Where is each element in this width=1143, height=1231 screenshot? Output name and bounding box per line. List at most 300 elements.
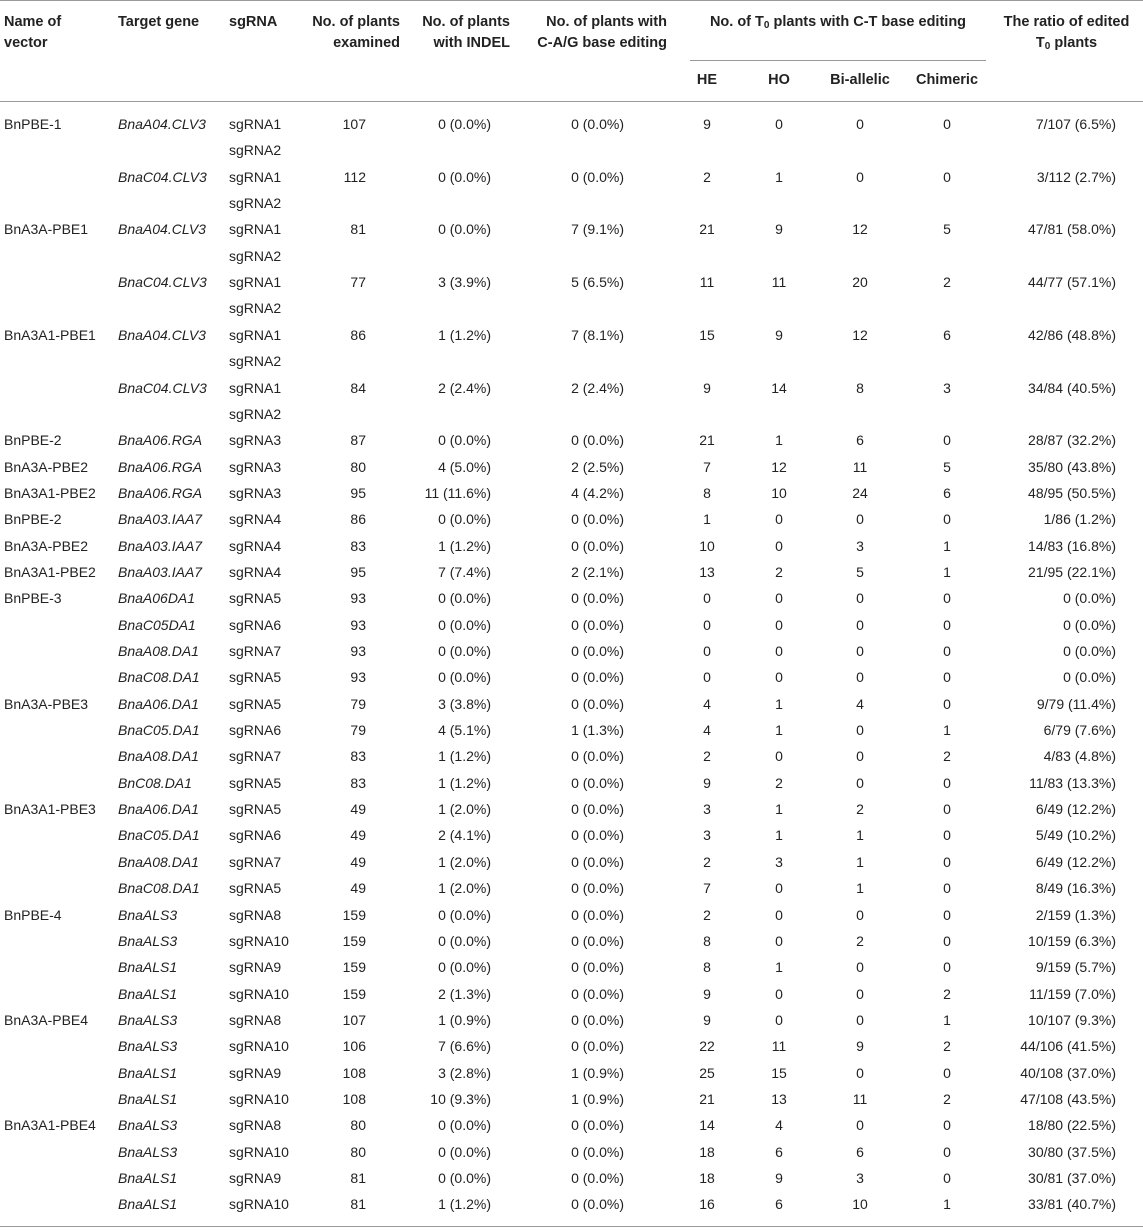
cell-ho: 0 <box>775 116 783 132</box>
cell-indel: 2 (2.4%) <box>438 379 491 396</box>
cell-ho: 0 <box>775 669 783 686</box>
cell-ho: 2 <box>775 774 783 791</box>
cell-gene: BnaALS3 <box>118 932 178 949</box>
cell-ratio: 11/83 (13.3%) <box>1029 774 1116 791</box>
header-ratio <box>990 12 1143 54</box>
cell-chim: 6 <box>943 326 951 343</box>
cell-vector: BnA3A-PBE2 <box>4 458 89 475</box>
cell-chim: 5 <box>943 221 951 238</box>
cell-examined: 93 <box>350 616 366 633</box>
cell-sgrna: sgRNA9 <box>229 1064 282 1081</box>
cell-he: 2 <box>703 168 711 185</box>
cell-gene: BnaA08.DA1 <box>118 853 199 870</box>
cell-sgrna: sgRNA8 <box>229 906 282 923</box>
cell-indel: 2 (4.1%) <box>438 827 491 844</box>
cell-gene: BnaA03.IAA7 <box>118 511 203 528</box>
cell-cag: 5 (6.5%) <box>571 274 624 291</box>
cell-examined: 159 <box>342 906 366 923</box>
cell-sgrna: sgRNA4 <box>229 537 282 554</box>
cell-bi: 5 <box>856 563 864 580</box>
header-cag-line1: No. of plants with <box>546 14 667 30</box>
cell-sgrna-second: sgRNA2 <box>229 300 282 317</box>
cell-he: 8 <box>703 932 711 949</box>
cell-ho: 1 <box>775 959 783 976</box>
cell-sgrna: sgRNA7 <box>229 643 282 659</box>
header-cag-line2: C-A/G base editing <box>537 35 667 51</box>
cell-ho: 0 <box>775 643 783 659</box>
cell-ho: 10 <box>771 484 787 501</box>
cell-ratio: 18/80 (22.5%) <box>1028 1117 1116 1134</box>
cell-he: 4 <box>703 695 711 712</box>
cell-chim: 0 <box>943 616 951 633</box>
cell-chim: 0 <box>943 880 951 897</box>
cell-he: 0 <box>703 590 711 607</box>
cell-gene: BnaALS1 <box>118 985 178 1002</box>
cell-vector: BnA3A-PBE4 <box>4 1011 89 1028</box>
cell-ratio: 44/106 (41.5%) <box>1020 1038 1116 1055</box>
cell-ratio: 35/80 (43.8%) <box>1028 458 1116 475</box>
cell-he: 7 <box>703 458 711 475</box>
cell-ho: 15 <box>771 1064 787 1081</box>
cell-cag: 4 (4.2%) <box>571 484 624 501</box>
cell-he: 0 <box>703 616 711 633</box>
cell-sgrna: sgRNA8 <box>229 1011 282 1028</box>
table-bottom-rule <box>0 1226 1143 1227</box>
cell-bi: 6 <box>856 432 864 449</box>
cell-sgrna: sgRNA3 <box>229 484 282 501</box>
cell-he: 14 <box>699 1117 715 1134</box>
cell-he: 9 <box>703 985 711 1002</box>
cell-indel: 0 (0.0%) <box>438 590 491 607</box>
cell-cag: 1 (0.9%) <box>571 1090 624 1107</box>
cell-gene: BnaALS3 <box>118 1038 178 1055</box>
cell-bi: 0 <box>856 722 864 739</box>
cell-bi: 0 <box>856 168 864 185</box>
cell-chim: 0 <box>943 827 951 844</box>
cell-bi: 12 <box>852 221 868 238</box>
cell-he: 3 <box>703 801 711 818</box>
cell-sgrna: sgRNA10 <box>229 1090 289 1107</box>
header-ct-post: plants with C-T base editing <box>769 14 967 30</box>
cell-vector: BnA3A1-PBE2 <box>4 563 96 580</box>
cell-examined: 107 <box>342 1011 366 1028</box>
cell-sgrna-second: sgRNA2 <box>229 195 282 212</box>
cell-cag: 0 (0.0%) <box>571 853 624 870</box>
cell-indel: 7 (6.6%) <box>438 1038 491 1055</box>
header-biallelic: Bi-allelic <box>830 72 890 88</box>
cell-bi: 1 <box>856 827 864 844</box>
cell-vector: BnA3A1-PBE3 <box>4 801 96 818</box>
cell-he: 8 <box>703 484 711 501</box>
cell-cag: 7 (8.1%) <box>571 326 624 343</box>
cell-gene: BnaA06.DA1 <box>118 695 199 712</box>
cell-cag: 0 (0.0%) <box>571 959 624 976</box>
cell-bi: 0 <box>856 1064 864 1081</box>
cell-gene: BnaALS1 <box>118 1170 178 1186</box>
cell-ratio: 28/87 (32.2%) <box>1028 432 1116 449</box>
cell-ratio: 7/107 (6.5%) <box>1035 116 1116 132</box>
cell-sgrna: sgRNA1 <box>229 274 282 291</box>
cell-examined: 49 <box>350 827 366 844</box>
cell-ratio: 40/108 (37.0%) <box>1020 1064 1116 1081</box>
cell-ho: 1 <box>775 827 783 844</box>
cell-vector: BnA3A1-PBE1 <box>4 326 96 343</box>
cell-examined: 86 <box>350 326 366 343</box>
cell-cag: 0 (0.0%) <box>571 985 624 1002</box>
header-he: HE <box>696 72 718 88</box>
cell-ratio: 6/49 (12.2%) <box>1035 853 1116 870</box>
cell-ho: 0 <box>775 880 783 897</box>
cell-he: 9 <box>703 379 711 396</box>
cell-indel: 0 (0.0%) <box>438 959 491 976</box>
cell-examined: 159 <box>342 985 366 1002</box>
cell-indel: 0 (0.0%) <box>438 1117 491 1134</box>
cell-bi: 8 <box>856 379 864 396</box>
cell-ratio: 0 (0.0%) <box>1063 669 1116 686</box>
cell-ratio: 48/95 (50.5%) <box>1028 484 1116 501</box>
cell-he: 2 <box>703 853 711 870</box>
cell-gene: BnaC04.CLV3 <box>118 274 207 291</box>
header-ct-sub: 0 <box>763 20 770 31</box>
cell-gene: BnaALS1 <box>118 959 178 976</box>
cell-chim: 2 <box>943 1038 951 1055</box>
cell-chim: 1 <box>943 1011 951 1028</box>
cell-chim: 1 <box>943 563 951 580</box>
cell-gene: BnaA06.DA1 <box>118 801 199 818</box>
cell-examined: 84 <box>350 379 366 396</box>
cell-sgrna: sgRNA10 <box>229 985 289 1002</box>
cell-ho: 0 <box>775 906 783 923</box>
cell-examined: 108 <box>342 1090 366 1107</box>
cell-bi: 0 <box>856 511 864 528</box>
cell-ratio: 1/86 (1.2%) <box>1043 511 1116 528</box>
cell-bi: 0 <box>856 669 864 686</box>
cell-ho: 0 <box>775 616 783 633</box>
cell-sgrna: sgRNA5 <box>229 669 282 686</box>
cell-sgrna: sgRNA9 <box>229 1170 282 1186</box>
cell-examined: 49 <box>350 853 366 870</box>
cell-ho: 1 <box>775 168 783 185</box>
cell-gene: BnaA06.RGA <box>118 484 203 501</box>
cell-he: 0 <box>703 669 711 686</box>
cell-sgrna: sgRNA5 <box>229 774 282 791</box>
cell-cag: 0 (0.0%) <box>571 116 624 132</box>
cell-chim: 1 <box>943 1196 951 1213</box>
cell-cag: 0 (0.0%) <box>571 511 624 528</box>
cell-indel: 1 (1.2%) <box>438 326 491 343</box>
cell-chim: 1 <box>943 537 951 554</box>
cell-ho: 0 <box>775 985 783 1002</box>
cell-bi: 6 <box>856 1143 864 1160</box>
cell-chim: 0 <box>943 643 951 659</box>
cell-cag: 0 (0.0%) <box>571 906 624 923</box>
cell-bi: 0 <box>856 616 864 633</box>
cell-bi: 0 <box>856 774 864 791</box>
cell-bi: 20 <box>852 274 868 291</box>
cell-sgrna-second: sgRNA2 <box>229 142 282 159</box>
cell-chim: 2 <box>943 985 951 1002</box>
cell-ho: 2 <box>775 563 783 580</box>
cell-gene: BnaC05.DA1 <box>118 722 200 739</box>
cell-chim: 2 <box>943 1090 951 1107</box>
cell-ratio: 14/83 (16.8%) <box>1028 537 1116 554</box>
cell-ratio: 6/79 (7.6%) <box>1043 722 1116 739</box>
cell-ratio: 8/49 (16.3%) <box>1035 880 1116 897</box>
cell-ho: 12 <box>771 458 787 475</box>
cell-chim: 0 <box>943 1170 951 1186</box>
cell-ho: 4 <box>775 1117 783 1134</box>
cell-ho: 9 <box>775 326 783 343</box>
cell-sgrna: sgRNA1 <box>229 379 282 396</box>
cell-gene: BnaA06.RGA <box>118 432 203 449</box>
header-ratio-line1: The ratio of edited <box>1003 14 1130 30</box>
cell-he: 18 <box>699 1143 715 1160</box>
cell-gene: BnaC05DA1 <box>118 616 196 633</box>
cell-sgrna: sgRNA1 <box>229 116 282 132</box>
cell-he: 0 <box>703 643 711 659</box>
cell-ratio: 11/159 (7.0%) <box>1029 985 1116 1002</box>
header-indel <box>400 12 510 54</box>
cell-chim: 0 <box>943 932 951 949</box>
cell-indel: 0 (0.0%) <box>438 1170 491 1186</box>
cell-he: 7 <box>703 880 711 897</box>
cell-gene: BnaC08.DA1 <box>118 669 200 686</box>
header-ratio-post: plants <box>1050 35 1098 51</box>
cell-examined: 83 <box>350 774 366 791</box>
cell-indel: 0 (0.0%) <box>438 669 491 686</box>
cell-ratio: 21/95 (22.1%) <box>1028 563 1116 580</box>
cell-cag: 0 (0.0%) <box>571 695 624 712</box>
cell-cag: 0 (0.0%) <box>571 590 624 607</box>
cell-indel: 1 (1.2%) <box>438 1196 491 1213</box>
cell-ho: 0 <box>775 590 783 607</box>
cell-vector: BnA3A1-PBE4 <box>4 1117 96 1134</box>
cell-ho: 0 <box>775 932 783 949</box>
cell-cag: 0 (0.0%) <box>571 669 624 686</box>
cell-sgrna: sgRNA1 <box>229 326 282 343</box>
cell-he: 11 <box>699 274 715 291</box>
cell-indel: 0 (0.0%) <box>438 616 491 633</box>
cell-vector: BnPBE-4 <box>4 906 62 923</box>
cell-he: 13 <box>699 563 715 580</box>
cell-bi: 12 <box>852 326 868 343</box>
cell-sgrna: sgRNA3 <box>229 432 282 449</box>
cell-ho: 0 <box>775 748 783 765</box>
header-ct-pre: No. of T <box>709 14 764 30</box>
cell-ratio: 10/159 (6.3%) <box>1028 932 1116 949</box>
cell-vector: BnA3A-PBE2 <box>4 537 89 554</box>
cell-chim: 0 <box>943 511 951 528</box>
cell-chim: 0 <box>943 116 951 132</box>
cell-examined: 87 <box>350 432 366 449</box>
cell-ratio: 42/86 (48.8%) <box>1028 326 1116 343</box>
cell-sgrna: sgRNA4 <box>229 511 282 528</box>
cell-indel: 1 (0.9%) <box>438 1011 491 1028</box>
cell-cag: 0 (0.0%) <box>571 537 624 554</box>
cell-he: 10 <box>699 537 715 554</box>
cell-cag: 2 (2.5%) <box>571 458 624 475</box>
cell-ratio: 6/49 (12.2%) <box>1035 801 1116 818</box>
cell-he: 9 <box>703 116 711 132</box>
cell-ho: 1 <box>775 722 783 739</box>
cell-indel: 0 (0.0%) <box>438 116 491 132</box>
header-ratio-line2 <box>990 33 1143 54</box>
cell-bi: 3 <box>856 537 864 554</box>
header-indel-line1: No. of plants <box>422 14 510 30</box>
cell-sgrna: sgRNA6 <box>229 722 282 739</box>
cell-examined: 81 <box>350 1170 366 1186</box>
cell-cag: 1 (0.9%) <box>571 1064 624 1081</box>
cell-examined: 77 <box>350 274 366 291</box>
cell-sgrna: sgRNA5 <box>229 801 282 818</box>
cell-chim: 5 <box>943 458 951 475</box>
cell-he: 8 <box>703 959 711 976</box>
cell-indel: 1 (2.0%) <box>438 880 491 897</box>
header-sgrna: sgRNA <box>229 14 278 30</box>
cell-sgrna: sgRNA8 <box>229 1117 282 1134</box>
header-vector <box>4 12 61 54</box>
cell-sgrna: sgRNA5 <box>229 590 282 607</box>
cell-indel: 1 (1.2%) <box>438 748 491 765</box>
cell-indel: 0 (0.0%) <box>438 511 491 528</box>
cell-cag: 0 (0.0%) <box>571 880 624 897</box>
cell-vector: BnA3A-PBE3 <box>4 695 89 712</box>
cell-chim: 3 <box>943 379 951 396</box>
group-header-rule <box>690 60 986 61</box>
cell-he: 22 <box>699 1038 715 1055</box>
cell-bi: 1 <box>856 880 864 897</box>
cell-ho: 1 <box>775 432 783 449</box>
cell-chim: 0 <box>943 801 951 818</box>
cell-he: 2 <box>703 906 711 923</box>
cell-bi: 4 <box>856 695 864 712</box>
cell-examined: 79 <box>350 722 366 739</box>
cell-cag: 0 (0.0%) <box>571 1170 624 1186</box>
cell-indel: 10 (9.3%) <box>430 1090 491 1107</box>
cell-ratio: 33/81 (40.7%) <box>1028 1196 1116 1213</box>
cell-cag: 0 (0.0%) <box>571 1196 624 1213</box>
cell-indel: 11 (11.6%) <box>424 484 491 501</box>
table-top-rule <box>0 0 1143 1</box>
cell-chim: 0 <box>943 853 951 870</box>
cell-ratio: 30/80 (37.5%) <box>1028 1143 1116 1160</box>
cell-ho: 9 <box>775 1170 783 1186</box>
cell-cag: 1 (1.3%) <box>571 722 624 739</box>
cell-sgrna-second: sgRNA2 <box>229 405 282 422</box>
cell-he: 2 <box>703 748 711 765</box>
cell-indel: 3 (3.8%) <box>438 695 491 712</box>
cell-gene: BnaC05.DA1 <box>118 827 200 844</box>
cell-ho: 11 <box>771 274 787 291</box>
cell-ratio: 44/77 (57.1%) <box>1028 274 1116 291</box>
cell-bi: 2 <box>856 801 864 818</box>
cell-chim: 0 <box>943 432 951 449</box>
cell-sgrna: sgRNA5 <box>229 880 282 897</box>
cell-indel: 0 (0.0%) <box>438 932 491 949</box>
cell-bi: 0 <box>856 1117 864 1134</box>
cell-sgrna: sgRNA10 <box>229 1038 289 1055</box>
cell-gene: BnaA04.CLV3 <box>118 326 206 343</box>
cell-chim: 0 <box>943 168 951 185</box>
cell-chim: 0 <box>943 669 951 686</box>
header-ho: HO <box>768 72 790 88</box>
cell-examined: 93 <box>350 643 366 659</box>
cell-indel: 3 (2.8%) <box>438 1064 491 1081</box>
cell-vector: BnPBE-1 <box>4 116 62 132</box>
cell-sgrna: sgRNA10 <box>229 1196 289 1213</box>
cell-bi: 0 <box>856 116 864 132</box>
cell-indel: 0 (0.0%) <box>438 221 491 238</box>
cell-ho: 1 <box>775 801 783 818</box>
cell-cag: 2 (2.1%) <box>571 563 624 580</box>
cell-gene: BnaC04.CLV3 <box>118 379 207 396</box>
cell-bi: 0 <box>856 959 864 976</box>
cell-indel: 4 (5.0%) <box>438 458 491 475</box>
cell-indel: 7 (7.4%) <box>438 563 491 580</box>
cell-bi: 11 <box>852 1090 868 1107</box>
cell-chim: 2 <box>943 748 951 765</box>
header-vector-line1: Name of <box>4 14 62 30</box>
cell-chim: 1 <box>943 722 951 739</box>
cell-ratio: 9/79 (11.4%) <box>1036 695 1116 712</box>
cell-vector: BnPBE-2 <box>4 511 62 528</box>
cell-gene: BnaA04.CLV3 <box>118 221 206 238</box>
cell-sgrna: sgRNA9 <box>229 959 282 976</box>
cell-examined: 107 <box>342 116 366 132</box>
cell-indel: 0 (0.0%) <box>438 432 491 449</box>
cell-examined: 93 <box>350 590 366 607</box>
cell-examined: 93 <box>350 669 366 686</box>
cell-indel: 0 (0.0%) <box>438 168 491 185</box>
cell-ho: 1 <box>775 695 783 712</box>
cell-indel: 1 (1.2%) <box>438 537 491 554</box>
cell-examined: 95 <box>350 563 366 580</box>
cell-cag: 0 (0.0%) <box>571 1038 624 1055</box>
cell-indel: 0 (0.0%) <box>438 1143 491 1160</box>
cell-cag: 0 (0.0%) <box>571 801 624 818</box>
cell-examined: 159 <box>342 932 366 949</box>
cell-gene: BnaC04.CLV3 <box>118 168 207 185</box>
cell-ho: 3 <box>775 853 783 870</box>
cell-chim: 0 <box>943 959 951 976</box>
cell-ratio: 10/107 (9.3%) <box>1028 1011 1116 1028</box>
cell-examined: 83 <box>350 748 366 765</box>
header-examined-line1: No. of plants <box>312 14 400 30</box>
cell-ratio: 0 (0.0%) <box>1063 616 1116 633</box>
cell-bi: 0 <box>856 748 864 765</box>
cell-he: 21 <box>699 221 715 238</box>
cell-sgrna-second: sgRNA2 <box>229 247 282 264</box>
cell-cag: 0 (0.0%) <box>571 774 624 791</box>
cell-examined: 49 <box>350 880 366 897</box>
cell-ratio: 5/49 (10.2%) <box>1035 827 1116 844</box>
cell-gene: BnaA03.IAA7 <box>118 537 203 554</box>
cell-gene: BnaA06.RGA <box>118 458 203 475</box>
cell-he: 21 <box>699 1090 715 1107</box>
cell-gene: BnaA08.DA1 <box>118 643 199 659</box>
cell-chim: 2 <box>943 274 951 291</box>
cell-chim: 6 <box>943 484 951 501</box>
cell-ho: 6 <box>775 1196 783 1213</box>
header-examined <box>290 12 400 54</box>
cell-vector: BnA3A-PBE1 <box>4 221 89 238</box>
cell-gene: BnaA03.IAA7 <box>118 563 203 580</box>
header-examined-line2: examined <box>333 35 400 51</box>
cell-examined: 112 <box>343 168 366 185</box>
cell-examined: 81 <box>350 221 366 238</box>
cell-sgrna: sgRNA6 <box>229 616 282 633</box>
cell-gene: BnaALS3 <box>118 906 178 923</box>
